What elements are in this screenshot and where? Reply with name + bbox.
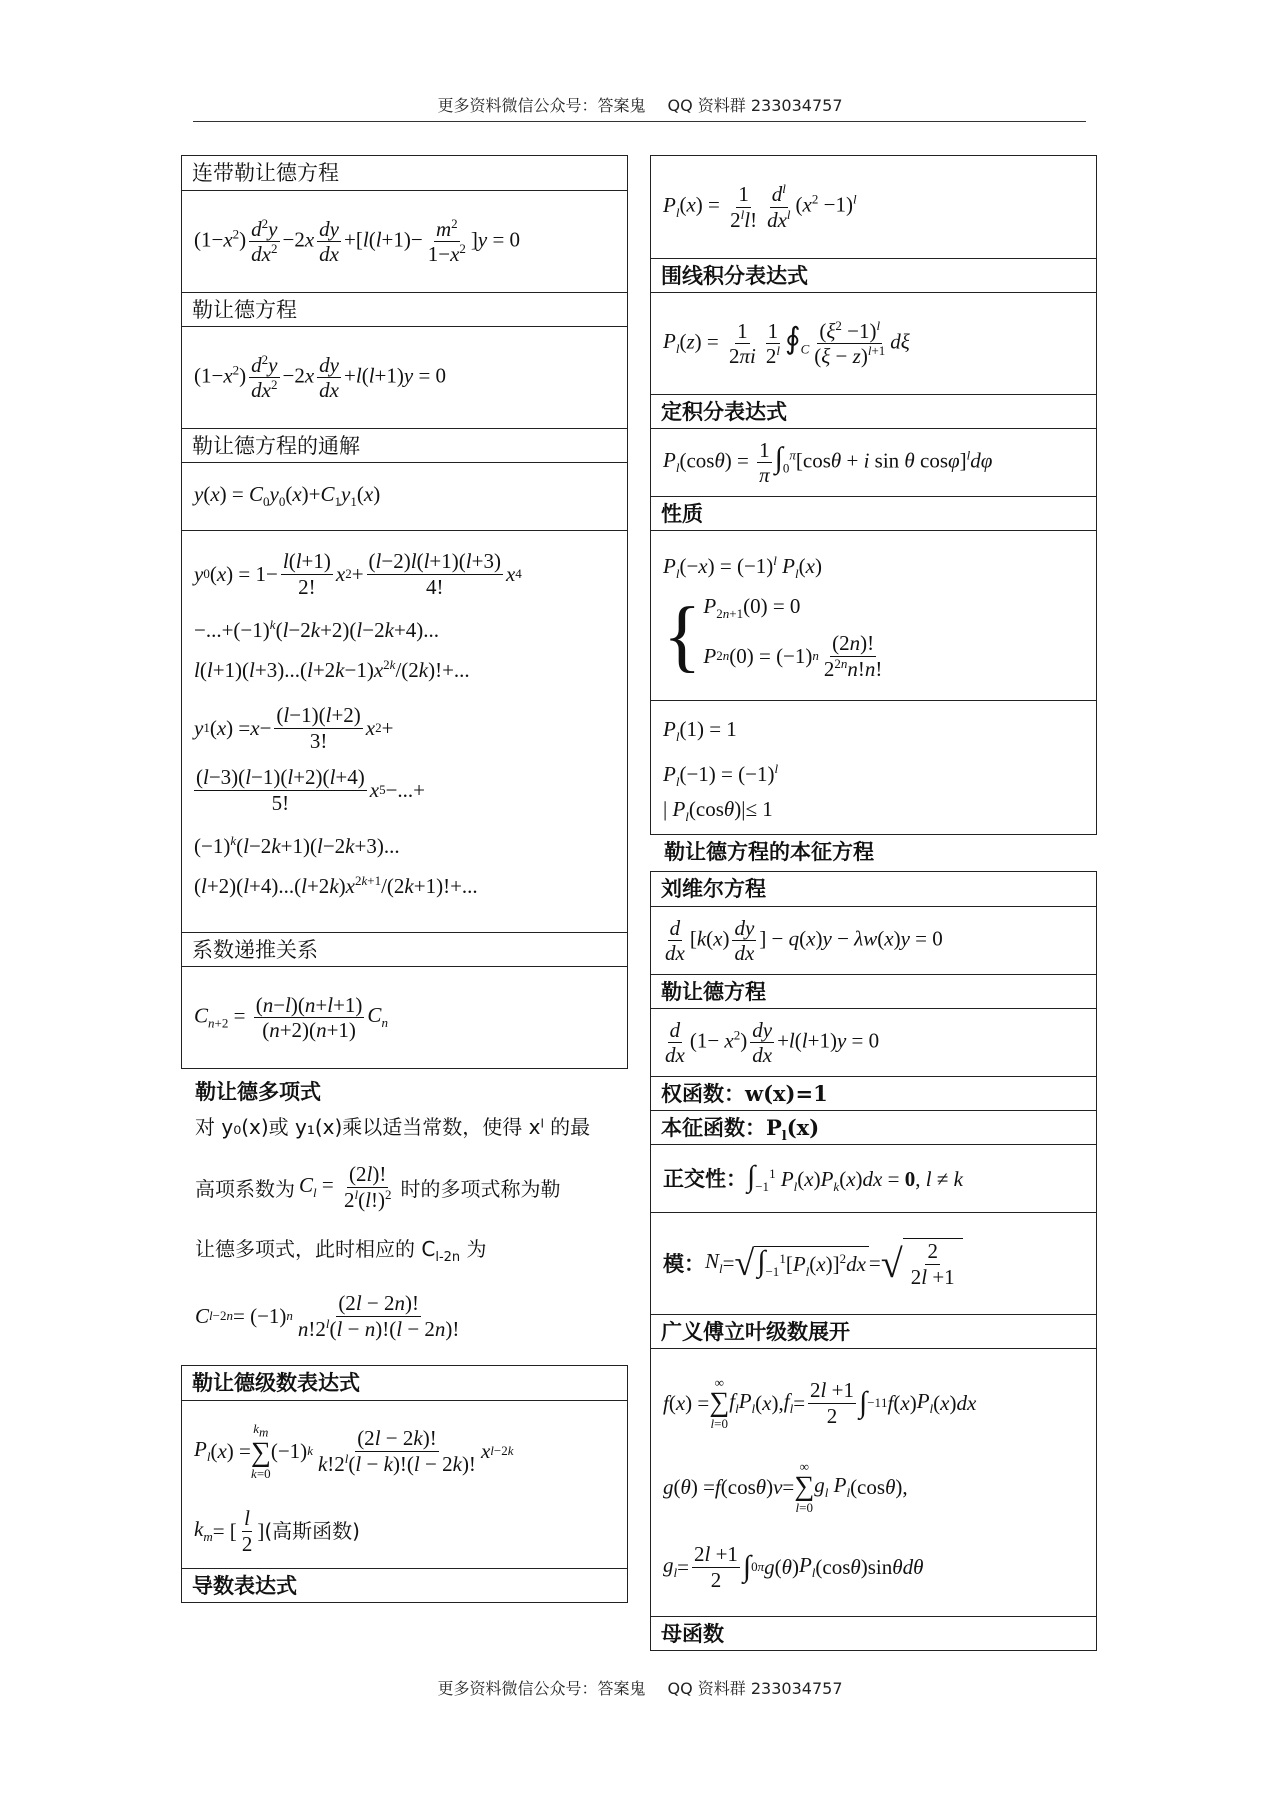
right-table-1 (650, 155, 1097, 835)
footer-wechat: 更多资料微信公众号：答案鬼 (437, 1679, 646, 1698)
mod-label: 模： (663, 1250, 705, 1276)
title-contour-integral: 围线积分表达式 (661, 263, 808, 288)
title-general-solution: 勒让德方程的通解 (192, 434, 360, 458)
gauss-label: (高斯函数) (264, 1518, 360, 1543)
eq-rodrigues: $P_l(x)$ = $\frac{1}{2^ll!}$ $\frac{d^l}{dx^l}$ $(x^2 -1)^l$ (663, 181, 857, 232)
eq-fourier-expansion: f ( x ) = ∞ ∑ l=0 $f_lP_l$ ( x ), $f_l$ = $\frac{2l +1}{2}$ ∫ −1 1 f ( x ) $P_l$ ( x ) dx g ( θ ) = f (cos θ ) v = ∞ ∑ l=0 $g_l$ $P_l$ (cos θ ), $g_l$ = $\frac{2l +1}{2}$ ∫ 0 π g ( θ ) $P_l$ (cos θ )sin θdθ (651, 1348, 1096, 1616)
right-column (650, 155, 1097, 1651)
ortho-label: 正交性： (663, 1165, 747, 1191)
left-table-2 (181, 1365, 628, 1603)
para-3: 让德多项式，此时相应的 C (195, 1237, 436, 1261)
title-fourier-expansion: 广义傅立叶级数展开 (661, 1319, 850, 1344)
title-weight: 权函数：w(x)=1 (661, 1081, 828, 1106)
eigenfunction-label: 本征函数：P (661, 1115, 782, 1140)
header-qq: QQ 资料群 233034757 (667, 96, 843, 115)
title-legendre-eq-2: 勒让德方程 (661, 979, 766, 1004)
eq-series-expr: $P_l$ ( x ) = $k_m$ ∑ k=0 (−1) k $\frac{(2l - 2k)!}{k!2^l(l - k)!(l - 2k)!}$ x l−2k $k_m$ = [ $\frac{l}{2}$ ] (高斯函数) (182, 1400, 627, 1568)
para-line-2: 高项系数为 $C_l$ = $\frac{(2l)!}{2^l(l!)^2}$ 时的多项式称为勒 (195, 1162, 561, 1212)
title-derivative-expr: 导数表达式 (192, 1573, 297, 1598)
header-wechat: 更多资料微信公众号：答案鬼 (437, 96, 646, 115)
title-recurrence: 系数递推关系 (192, 938, 318, 962)
eq-general-solution: $y(x) = C_0y_0(x)+C_1y_1(x)$ (182, 462, 627, 530)
right-table-2 (650, 871, 1097, 1651)
page-footer (0, 1676, 1280, 1699)
para-line-1: 对 y₀(x)或 y₁(x)乘以适当常数，使得 xˡ 的最 (195, 1115, 591, 1139)
eq-legendre-sl: $\frac{d}{dx}$ $(1- x^2)$ $\frac{dy}{dx}$ +l(l+1)y = 0 (651, 1008, 1096, 1076)
eq-parity: $P_l(-x) = (-1)^l$ $P_l(x)$ { $P_{2n+1}(0) = 0$ P 2n (0) = (−1) n $\frac{(2n)!}{2^{2n}n!n!}$ (651, 530, 1096, 700)
title-properties: 性质 (661, 501, 703, 526)
left-column (181, 155, 628, 1603)
eq-contour-integral: $P_l(z)$ = $\frac{1}{2\pi i}$ $\frac{1}{2^l}$ $∮_C$ $\frac{(\xi^2 -1)^l}{(\xi - z)^{l+1}}$ dξ (651, 292, 1096, 394)
eq-c-l-2n: C l−2n = (−1) n $\frac{(2l - 2n)!}{n!2^l(l - n)!(l - 2n)!}$ (195, 1291, 460, 1341)
title-legendre-eq: 勒让德方程 (192, 298, 297, 322)
header-rule (193, 121, 1086, 122)
para-2a: 高项系数为 (195, 1176, 295, 1201)
eq-definite-integral: $P_l(\cos\theta)$ = $\frac{1}{\pi}$ $\int_0^\pi[\cos\theta + i$ sin θ cosφ]$^l$dφ (651, 428, 1096, 496)
legendre-poly-section (181, 1069, 628, 1357)
title-generating-function: 母函数 (661, 1621, 724, 1646)
title-series-expr: 勒让德级数表达式 (192, 1370, 360, 1395)
eq-orthogonality: 正交性：$\int_{-1}^1$ $P_l(x)P_k(x)dx = 0$, l ≠ k (651, 1144, 1096, 1212)
title-definite-integral: 定积分表达式 (661, 399, 787, 424)
title-eigen-eq: 勒让德方程的本征方程 (664, 839, 874, 864)
eq-sturm-liouville: $\frac{d}{dx}$ [k(x) $\frac{dy}{dx}$ ] − q(x)y − λw(x)y = 0 (651, 906, 1096, 974)
eq-series-solutions: y 0 ( x ) = 1− $\frac{l(l+1)}{2!}$ x 2 + $\frac{(l-2)l(l+1)(l+3)}{4!}$ x 4 $-...+(-1)^k(l-2k+2)(l-2k+4)$... $l(l+1)(l+3)...(l+2k-1)x^{2k}/(2k)!+$... y 1 ( x ) = x − $\frac{(l-1)(l+2)}{3!}$ x 2 + $\frac{(l-3)(l-1)(l+2)(l+4)}{5!}$ x 5 −...+ $(-1)^k(l-2k+1)(l-2k+3)$... $(l+2)(l+4)...(l+2k)x^{2k+1}/(2k+1)!+$... (182, 530, 627, 932)
footer-qq: QQ 资料群 233034757 (667, 1679, 843, 1698)
title-legendre-poly: 勒让德多项式 (195, 1079, 321, 1104)
eq-associated-legendre: $(1-x^2)$ $\frac{d^2y}{dx^2}$ −2x $\frac{dy}{dx}$ +[l(l+1)− $\frac{m^2}{1-x^2}$ ]y = 0 (182, 190, 627, 292)
eq-recurrence: $C_{n+2}$ = $\frac{(n-l)(n+l+1)}{(n+2)(n+1)}$ $C_n$ (182, 966, 627, 1068)
left-table-1 (181, 155, 628, 1069)
eq-legendre: $(1-x^2)$ $\frac{d^2y}{dx^2}$ −2x $\frac{dy}{dx}$ +l(l+1)y = 0 (182, 326, 627, 428)
page-header (0, 93, 1280, 116)
title-sturm-liouville: 刘维尔方程 (661, 876, 766, 901)
eq-values: $P_l(1) = 1$ $P_l(-1) = (-1)^l$ | $P_l(\cos\theta)|\le 1$ (651, 700, 1096, 834)
para-line-3: 让德多项式，此时相应的 $C_{l-2n}$ 为 (195, 1237, 487, 1265)
para-2b: 时的多项式称为勒 (400, 1176, 561, 1201)
title-associated-legendre: 连带勒让德方程 (192, 161, 339, 185)
para-3b: 为 (466, 1237, 487, 1261)
title-eigenfunction: 本征函数：$P_l(x)$ (661, 1115, 820, 1144)
eq-norm: 模： $N_l$ = √ $\int_{-1}^1[P_l(x)]^2dx$ = √ $\frac{2}{2l +1}$ (651, 1212, 1096, 1314)
